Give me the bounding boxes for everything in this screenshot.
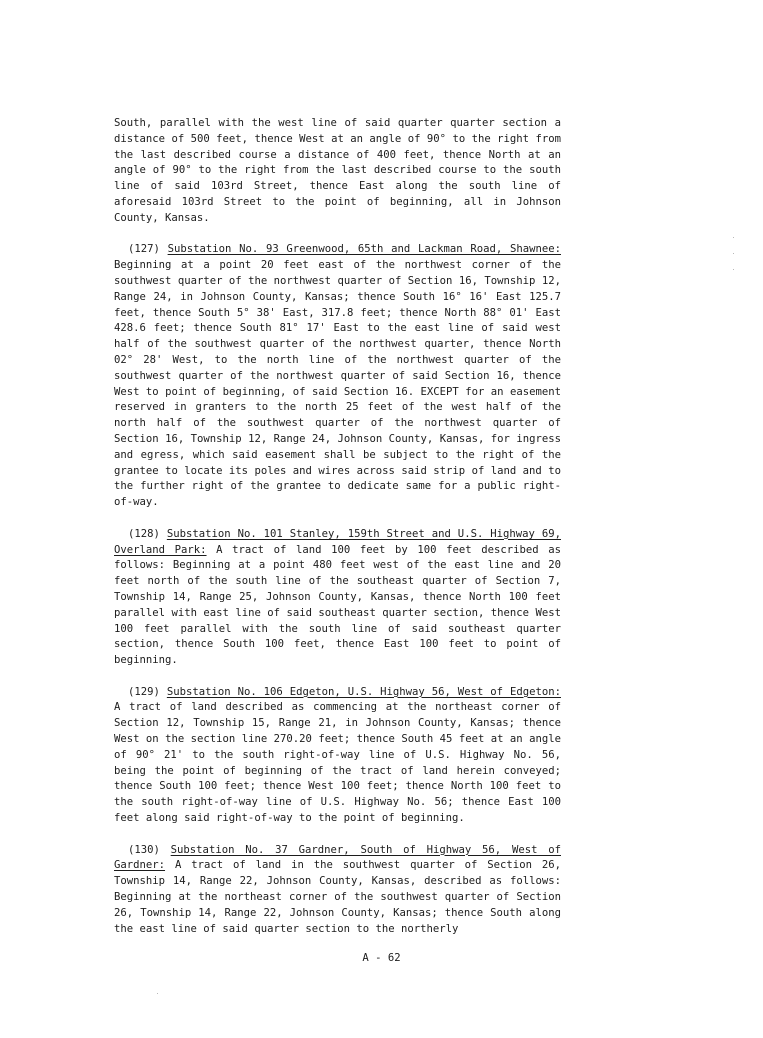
paragraph-continuation <box>114 116 561 227</box>
substation-heading: Substation No. 101 Stanley, 159th Street and U.S. Highway 69, Overland Park: <box>114 527 561 556</box>
scan-speck <box>157 993 158 994</box>
paragraph-128 <box>114 527 561 669</box>
paragraph-number: (127) <box>128 243 160 256</box>
substation-heading: Substation No. 93 Greenwood, 65th and Lackman Road, Shawnee: <box>167 243 561 256</box>
scan-speck <box>733 269 734 270</box>
paragraph-text: A tract of land 100 feet by 100 feet described as follows: Beginning at a point 480 feet west of the east line and 20 feet north of the south line of the southeast quarter of Section 7, Township 14, Range 25, Johnson County, Kansas, thence North 100 feet parallel with east line of said southeast quarter section, thence West 100 feet parallel with the south line of said southeast quarter section, thence South 100 feet, thence East 100 feet to point of beginning. <box>114 543 561 667</box>
paragraph-number: (128) <box>128 527 160 540</box>
paragraph-number: (130) <box>128 843 160 856</box>
paragraph-number: (129) <box>128 685 160 698</box>
scan-speck <box>733 253 734 254</box>
page-number: A - 62 <box>362 952 401 964</box>
substation-heading: Substation No. 37 Gardner, South of Highway 56, West of Gardner: <box>114 843 561 872</box>
document-body <box>114 116 561 953</box>
paragraph-text: Beginning at a point 20 feet east of the northwest corner of the southwest quarter of the northwest quarter of Section 16, Township 12, Range 24, in Johnson County, Kansas; thence South 16° 16' East 125.7 feet, thence South 5° 38' East, 317.8 feet; thence North 88° 01' East 428.6 feet; thence South 81° 17' East to the east line of said west half of the southwest quarter of the northwest quarter, thence North 02° 28' West, to the north line of the northwest quarter of the southwest quarter of the northwest quarter of said Section 16, thence West to point of beginning, of said Section 16. EXCEPT for an easement reserved in granters to the north 25 feet of the west half of the north half of the southwest quarter of the northwest quarter of Section 16, Township 12, Range 24, Johnson County, Kansas, for ingress and egress, which said easement shall be subject to the right of the grantee to locate its poles and wires across said strip of land and to the further right of the grantee to dedicate same for a public right-of-way. <box>114 259 561 509</box>
paragraph-127 <box>114 242 561 511</box>
paragraph-130 <box>114 843 561 938</box>
paragraph-129 <box>114 685 561 827</box>
scan-speck <box>733 237 734 238</box>
paragraph-text: A tract of land in the southwest quarter of Section 26, Township 14, Range 22, Johnson County, Kansas, described as follows: Beginning at the northeast corner of the southwest quarter of Section 26, Township 14, Range 22, Johnson County, Kansas; thence South along the east line of said quarter section to the northerly <box>114 859 561 935</box>
substation-heading: Substation No. 106 Edgeton, U.S. Highway 56, West of Edgeton: <box>166 685 561 698</box>
paragraph-text: South, parallel with the west line of said quarter quarter section a distance of 500 feet, thence West at an angle of 90° to the right from the last described course a distance of 400 feet, thence North at an angle of 90° to the right from the last described course to the south line of said 103rd Street, thence East along the south line of aforesaid 103rd Street to the point of beginning, all in Johnson County, Kansas. <box>114 117 561 224</box>
paragraph-text: A tract of land described as commencing at the northeast corner of Section 12, Township 15, Range 21, in Johnson County, Kansas; thence West on the section line 270.20 feet; thence South 45 feet at an angle of 90° 21' to the south right-of-way line of U.S. Highway No. 56, being the point of beginning of the tract of land herein conveyed; thence South 100 feet; thence West 100 feet; thence North 100 feet to the south right-of-way line of U.S. Highway No. 56; thence East 100 feet along said right-of-way to the point of beginning. <box>114 701 561 825</box>
